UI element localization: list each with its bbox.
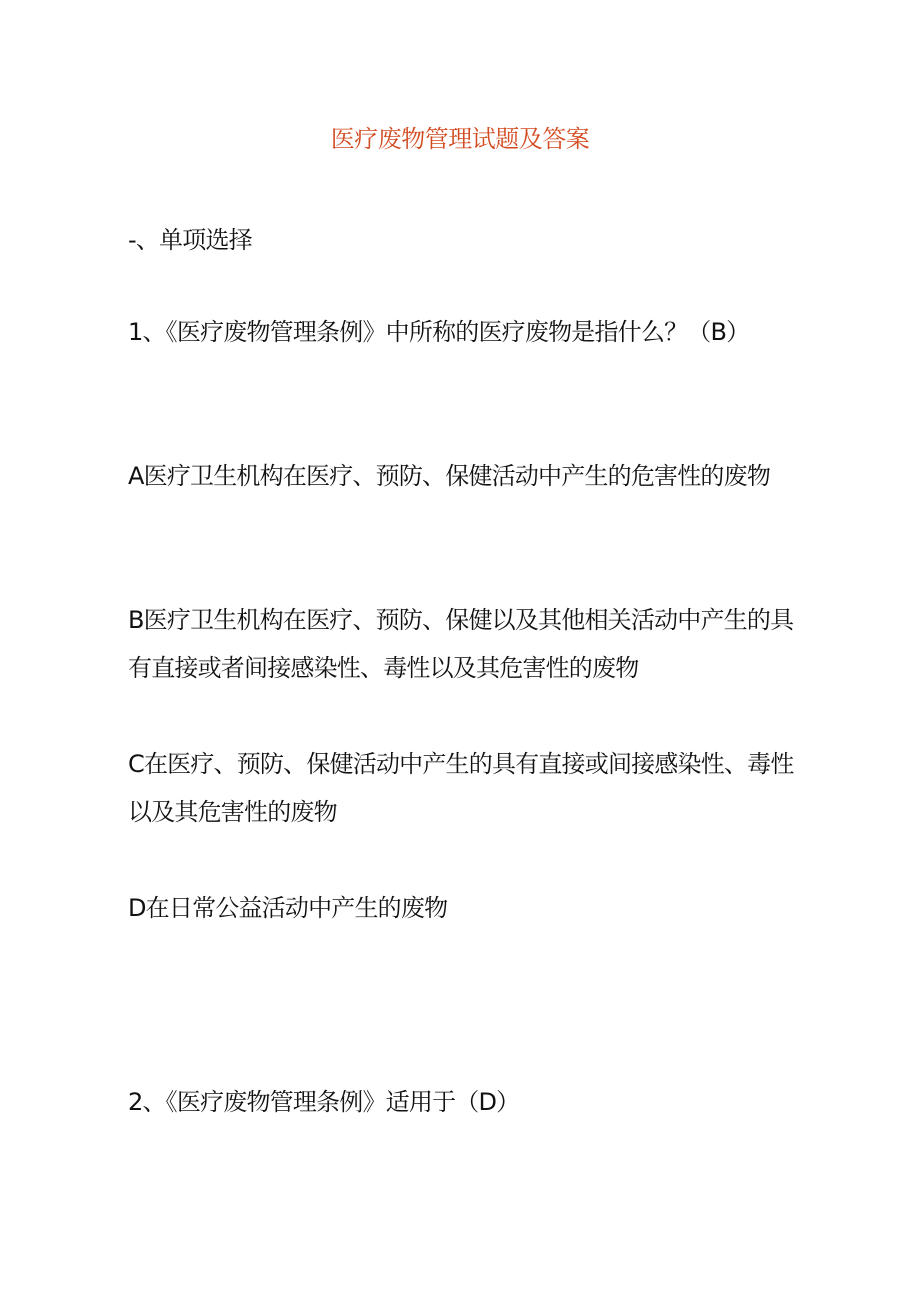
question-1-option-a: A医疗卫生机构在医疗、预防、保健活动中产生的危害性的废物 bbox=[128, 462, 771, 490]
question-1-option-c: C在医疗、预防、保健活动中产生的具有直接或间接感染性、毒性以及其危害性的废物 bbox=[128, 750, 794, 826]
section-heading: -、单项选择 bbox=[128, 226, 252, 254]
question-1-option-b: B医疗卫生机构在医疗、预防、保健以及其他相关活动中产生的具有直接或者间接感染性、毒性以及其危害性的废物 bbox=[128, 606, 794, 682]
document-title: 医疗废物管理试题及答案 bbox=[330, 125, 590, 153]
question-1-option-d: D在日常公益活动中产生的废物 bbox=[128, 894, 448, 922]
question-2-stem: 2、《医疗废物管理条例》适用于（D） bbox=[128, 1088, 520, 1116]
question-1-stem: 1、《医疗废物管理条例》中所称的医疗废物是指什么？（B） bbox=[128, 318, 750, 346]
